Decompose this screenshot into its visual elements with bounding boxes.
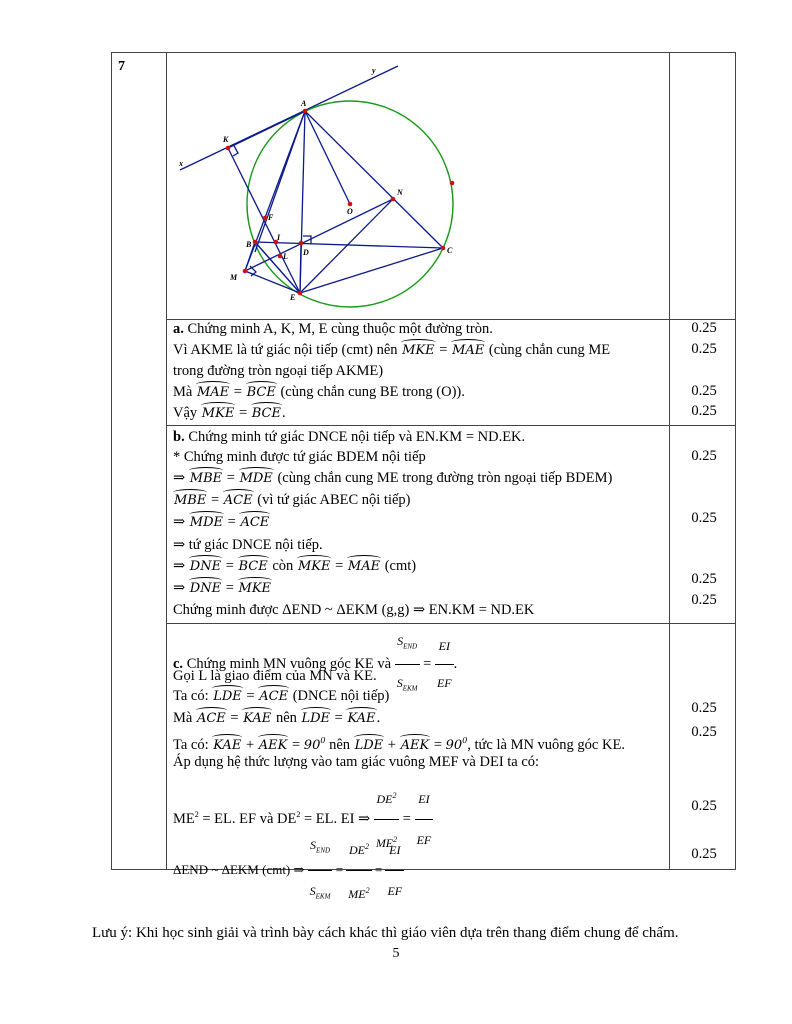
part-b-line-5: ⇒ tứ giác DNCE nội tiếp. [173, 537, 323, 553]
part-c-line-3: Mà ACE = KAE nên LDE = KAE. [173, 710, 381, 726]
label-i: I [277, 233, 281, 242]
part-a-line-1: Vì AKME là tứ giác nội tiếp (cmt) nên MKE = MAE (cùng chắn cung ME [173, 342, 611, 358]
row-divider [167, 425, 735, 426]
part-b-title: b. Chứng minh tứ giác DNCE nội tiếp và EN.KM = ND.EK. [173, 429, 526, 445]
point-n [391, 197, 396, 202]
geometry-figure [160, 60, 470, 310]
score-point: 0.25 [691, 448, 717, 464]
part-b-line-6: ⇒ DNE = BCE còn MKE = MAE (cmt) [173, 558, 417, 574]
part-c-line-2: Ta có: LDE = ACE (DNCE nội tiếp) [173, 688, 390, 704]
label-x: x [179, 159, 183, 168]
point-d [299, 241, 304, 246]
label-y: y [372, 66, 376, 75]
label-f: F [268, 213, 274, 222]
column-divider [669, 53, 670, 869]
part-c-line-1: Gọi L là giao điểm của MN và KE. [173, 668, 377, 684]
part-b-line-8: Chứng minh được ΔEND ~ ΔEKM (g,g) ⇒ EN.KM = ND.EK [173, 602, 535, 618]
score-point: 0.25 [691, 341, 717, 357]
label-n: N [397, 188, 403, 197]
part-b-line-2: ⇒ MBE = MDE (cùng chắn cung ME trong đường tròn ngoại tiếp BDEM) [173, 470, 613, 486]
part-a-title: a. Chứng minh A, K, M, E cùng thuộc một đường tròn. [173, 321, 493, 337]
score-point: 0.25 [691, 724, 717, 740]
point-b [253, 240, 258, 245]
label-b: B [246, 240, 252, 249]
part-c-line-5: Áp dụng hệ thức lượng vào tam giác vuông MEF và DEI ta có: [173, 754, 540, 770]
page-number: 5 [392, 946, 400, 961]
part-b-line-4: ⇒ MDE = ACE [173, 514, 270, 530]
score-point: 0.25 [691, 592, 717, 608]
part-a-line-2: trong đường tròn ngoại tiếp AKME) [173, 363, 384, 379]
point-m [243, 269, 248, 274]
label-a: A [301, 99, 307, 108]
part-c-title: c. Chứng minh MN vuông góc KE và $\frac{S_{END}}{S_{EKM}}$ = $\frac{EI}{EF}$ . [173, 623, 457, 707]
score-point: 0.25 [691, 510, 717, 526]
part-a-line-3: Mà MAE = BCE (cùng chắn cung BE trong (O)). [173, 384, 465, 400]
part-c-line-6: $ME^2$ = EL. EF và $DE^2$ = EL. EI ⇒ $\frac{DE^2}{ME^2}$ = $\frac{EI}{EF}$ [173, 776, 433, 863]
part-b-line-3: MBE = ACE (vì tứ giác ABEC nội tiếp) [174, 492, 411, 508]
label-e: E [290, 293, 296, 302]
label-m: M [230, 273, 238, 282]
score-point: 0.25 [691, 383, 717, 399]
point-l [278, 254, 283, 259]
question-number: 7 [118, 59, 125, 74]
point-c [441, 246, 446, 251]
score-point: 0.25 [691, 403, 717, 419]
point-o [348, 202, 353, 207]
label-l: L [283, 252, 288, 261]
part-b-line-7: ⇒ DNE = MKE [173, 580, 272, 596]
score-point: 0.25 [691, 846, 717, 862]
score-point: 0.25 [691, 700, 717, 716]
point-on-circle [450, 181, 455, 186]
footnote: Lưu ý: Khi học sinh giải và trình bày cách khác thì giáo viên dựa trên thang điểm chung để chấm. [92, 925, 679, 941]
point-a [303, 109, 308, 114]
part-c-line-7: ΔEND ~ ΔEKM (cmt) ⇒ $\frac{S_{END}}{S_{EKM}}$ = $\frac{DE^2}{ME^2}$ = $\frac{EI}{EF}$ [173, 825, 404, 917]
part-b-line-1: * Chứng minh được tứ giác BDEM nội tiếp [173, 449, 426, 465]
score-point: 0.25 [691, 798, 717, 814]
label-o: O [347, 207, 353, 216]
score-point: 0.25 [691, 571, 717, 587]
part-c-line-4: Ta có: KAE + AEK = $90^0$ nên LDE + AEK = $90^0$, tức là MN vuông góc KE. [173, 736, 625, 753]
score-point: 0.25 [691, 320, 717, 336]
label-c: C [447, 246, 453, 255]
label-k: K [223, 135, 229, 144]
point-f [263, 216, 268, 221]
label-d: D [303, 248, 309, 257]
point-e [298, 291, 303, 296]
point-k [226, 146, 231, 151]
part-a-line-4: Vậy MKE = BCE. [173, 405, 286, 421]
